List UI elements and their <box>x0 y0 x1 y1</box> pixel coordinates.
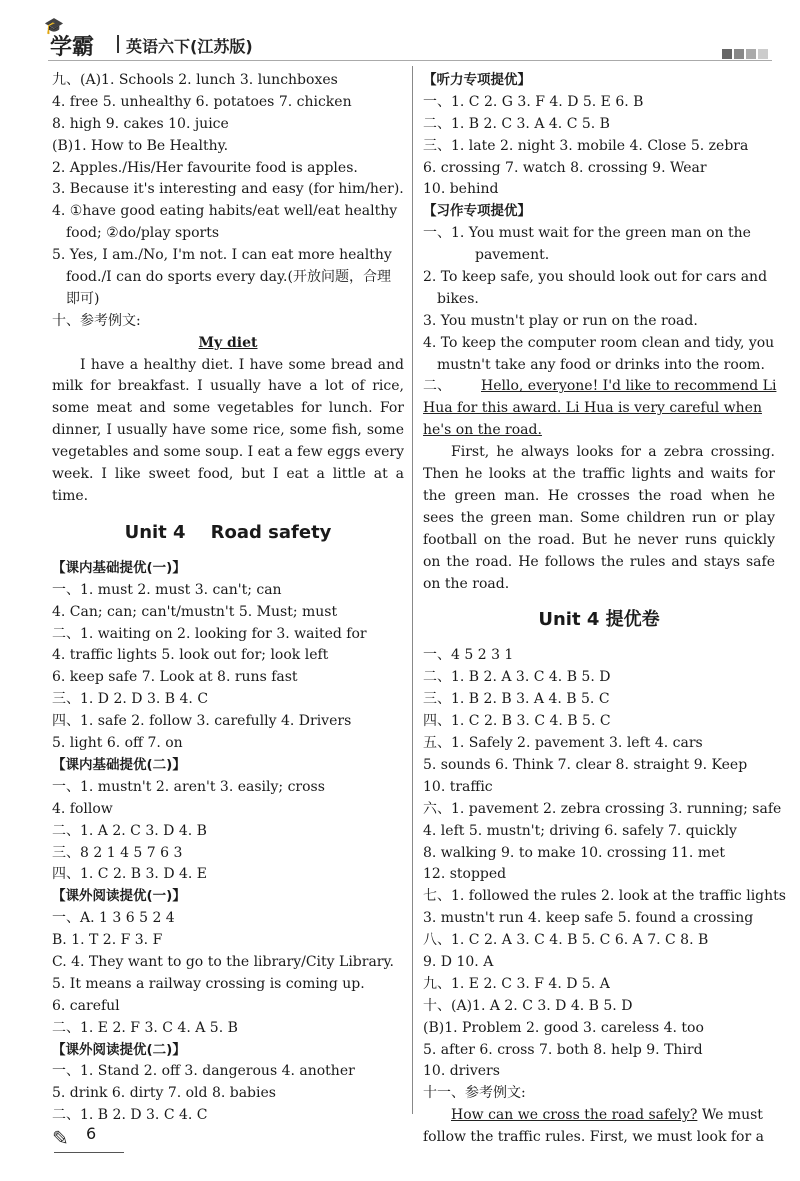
brand-logo <box>44 16 95 61</box>
answer-line: 10. behind <box>423 181 499 198</box>
answer-line: 4. free 5. unhealthy 6. potatoes 7. chicken <box>52 93 352 110</box>
answer-line: 一、1. Stand 2. off 3. dangerous 4. another <box>52 1063 355 1080</box>
answer-line: 五、1. Safely 2. pavement 3. left 4. cars <box>423 735 703 752</box>
book-title: 英语六下(江苏版) <box>126 37 253 56</box>
answer-line: 一、4 5 2 3 1 <box>423 647 514 664</box>
answer-line: 4. traffic lights 5. look out for; look left <box>52 647 329 664</box>
answer-line: 一、1. C 2. G 3. F 4. D 5. E 6. B <box>423 93 644 110</box>
page-footer <box>52 1120 122 1160</box>
footer-rule <box>54 1152 124 1153</box>
essay-line <box>423 376 775 398</box>
pencil-icon: ✎ <box>52 1126 69 1150</box>
answer-line: 9. D 10. A <box>423 953 494 970</box>
answer-line: 二、1. B 2. D 3. C 4. C <box>52 1107 208 1124</box>
answer-line: 8. high 9. cakes 10. juice <box>52 115 229 132</box>
answer-line: 二、1. waiting on 2. looking for 3. waited for <box>52 625 367 642</box>
section-heading: 【听力专项提优】 <box>423 72 531 88</box>
answer-line: 5. after 6. cross 7. both 8. help 9. Third <box>423 1041 703 1058</box>
answer-line: 4. Can; can; can't/mustn't 5. Must; must <box>52 603 338 620</box>
answer-line: 六、1. pavement 2. zebra crossing 3. running; safe <box>423 800 782 817</box>
answer-line: 十、参考例文: <box>52 312 141 329</box>
section-heading: 【课内基础提优(一)】 <box>52 559 186 576</box>
answer-line: 七、1. followed the rules 2. look at the traffic lights <box>423 888 786 905</box>
answer-line: C. 4. They want to go to the library/City Library. <box>52 953 394 970</box>
answer-line: 6. careful <box>52 997 120 1014</box>
essay-text: We must <box>697 1107 763 1124</box>
answer-line: 九、(A)1. Schools 2. lunch 3. lunchboxes <box>52 72 338 88</box>
underlined-text: Hello, everyone! I'd like to recommend Li <box>481 378 777 395</box>
left-column <box>52 70 404 1127</box>
answer-line: food; ②do/play sports <box>66 225 220 242</box>
answer-line: 二、1. A 2. C 3. D 4. B <box>52 822 207 839</box>
answer-line: 5. sounds 6. Think 7. clear 8. straight 9. Keep <box>423 756 748 773</box>
answer-line: 四、1. C 2. B 3. D 4. E <box>52 866 208 883</box>
header-divider <box>117 35 119 53</box>
answer-line: 一、A. 1 3 6 5 2 4 <box>52 910 175 927</box>
essay-line <box>423 420 775 442</box>
answer-line: 4. To keep the computer room clean and tidy, you <box>423 334 775 351</box>
answer-line: 3. You mustn't play or run on the road. <box>423 312 698 329</box>
unit-heading: Unit 4 Road safety <box>124 521 332 543</box>
column-divider <box>412 66 413 1114</box>
answer-line: 5. drink 6. dirty 7. old 8. babies <box>52 1085 276 1102</box>
answer-line: mustn't take any food or drinks into the room. <box>437 356 765 373</box>
answer-line: 三、8 2 1 4 5 7 6 3 <box>52 844 183 861</box>
answer-line: 4. ①have good eating habits/eat well/eat healthy <box>52 203 398 220</box>
essay-body: I have a healthy diet. I have some bread and milk for breakfast. I usually have a lot of rice, some meat and some vegetables for lunch. For dinner, I usually have some rice, some fish, some vegetables and some soup. I eat a few eggs every week. I like sweet food, but I eat a little at a time. <box>52 356 404 505</box>
answer-line: 5. Yes, I am./No, I'm not. I can eat more healthy <box>52 247 392 264</box>
right-column <box>423 70 786 1149</box>
essay-line <box>423 398 775 420</box>
essay-body: First, he always looks for a zebra crossing. Then he looks at the traffic lights and waits for the green man. He crosses the road when he sees the green man. Some children run or play football on the road. But he never runs quickly on the road. He follows the rules and stays safe on the road. <box>423 444 775 592</box>
answer-line: 一、1. mustn't 2. aren't 3. easily; cross <box>52 778 325 795</box>
page-number: 6 <box>86 1124 97 1143</box>
answer-line: 三、1. late 2. night 3. mobile 4. Close 5. zebra <box>423 137 749 154</box>
section-heading: 【课外阅读提优(二)】 <box>52 1041 186 1058</box>
answer-line: 一、1. must 2. must 3. can't; can <box>52 581 282 598</box>
header-rule <box>48 60 772 61</box>
graduation-cap-icon: 🎓 <box>44 16 64 35</box>
answer-line: 8. walking 9. to make 10. crossing 11. met <box>423 844 726 861</box>
answer-line: 十、(A)1. A 2. C 3. D 4. B 5. D <box>423 997 633 1014</box>
essay-line <box>423 1105 775 1127</box>
answer-line: B. 1. T 2. F 3. F <box>52 932 163 949</box>
answer-line: 四、1. C 2. B 3. C 4. B 5. C <box>423 713 611 730</box>
answer-line: 二、1. B 2. A 3. C 4. B 5. D <box>423 669 611 686</box>
answer-line: 八、1. C 2. A 3. C 4. B 5. C 6. A 7. C 8. B <box>423 932 709 949</box>
answer-line: 十一、参考例文: <box>423 1085 526 1102</box>
answer-line: 10. drivers <box>423 1063 500 1080</box>
answer-line: 三、1. B 2. B 3. A 4. B 5. C <box>423 691 610 708</box>
answer-line: 3. Because it's interesting and easy (for him/her). <box>52 181 404 198</box>
essay-title: My diet <box>198 334 258 351</box>
answer-line: 2. To keep safe, you should look out for cars and <box>423 269 768 286</box>
answer-line: 九、1. E 2. C 3. F 4. D 5. A <box>423 975 610 992</box>
answer-line: 6. crossing 7. watch 8. crossing 9. Wear <box>423 159 707 176</box>
answer-line: 四、1. safe 2. follow 3. carefully 4. Drivers <box>52 713 352 730</box>
underlined-text: he's on the road. <box>423 422 542 439</box>
answer-line: 二、1. E 2. F 3. C 4. A 5. B <box>52 1019 238 1036</box>
answer-line: 4. follow <box>52 800 113 817</box>
page-header <box>0 0 800 62</box>
answers-part-a <box>52 70 404 333</box>
answer-line: (B)1. How to Be Healthy. <box>52 137 229 154</box>
section-heading: 【习作专项提优】 <box>423 203 531 220</box>
section-heading: 【课外阅读提优(一)】 <box>52 888 186 905</box>
brand-name: 学霸 <box>50 35 95 60</box>
answer-line: 5. light 6. off 7. on <box>52 735 183 752</box>
underlined-text: How can we cross the road safely? <box>451 1107 698 1124</box>
unit-heading: Unit 4 提优卷 <box>538 609 660 631</box>
answer-line: bikes. <box>437 290 479 307</box>
section-heading: 【课内基础提优(二)】 <box>52 756 186 773</box>
answer-line: 即可) <box>66 290 100 307</box>
answer-line: pavement. <box>475 247 550 264</box>
answer-line: food./I can do sports every day.(开放问题，合理 <box>66 269 391 286</box>
answer-line: 6. keep safe 7. Look at 8. runs fast <box>52 669 298 686</box>
answer-line: 一、1. You must wait for the green man on the <box>423 225 751 242</box>
answer-line: 12. stopped <box>423 866 507 883</box>
answer-line: 10. traffic <box>423 778 493 795</box>
item-label: 二、 <box>423 378 451 395</box>
underlined-text: Hua for this award. Li Hua is very careful when <box>423 400 762 417</box>
essay-line: follow the traffic rules. First, we must look for a <box>423 1129 764 1146</box>
answer-line: 5. It means a railway crossing is coming up. <box>52 975 365 992</box>
answer-line: 4. left 5. mustn't; driving 6. safely 7. quickly <box>423 822 737 839</box>
answer-line: 2. Apples./His/Her favourite food is apples. <box>52 159 358 176</box>
answer-line: 二、1. B 2. C 3. A 4. C 5. B <box>423 115 610 132</box>
answer-line: 三、1. D 2. D 3. B 4. C <box>52 691 209 708</box>
answer-line: (B)1. Problem 2. good 3. careless 4. too <box>423 1019 704 1036</box>
answer-line: 3. mustn't run 4. keep safe 5. found a crossing <box>423 910 754 927</box>
